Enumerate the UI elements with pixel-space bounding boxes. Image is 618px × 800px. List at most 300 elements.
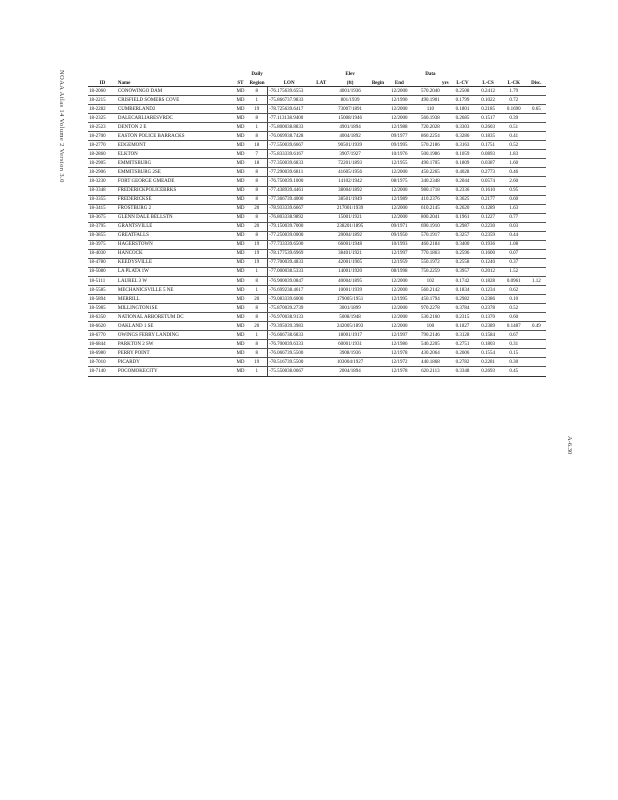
header-id: ID xyxy=(88,77,117,87)
cell-lcv: 0.2558 xyxy=(450,258,476,267)
document-side-title xyxy=(53,70,65,220)
cell-id: 18-7010 xyxy=(88,358,117,367)
cell-yrs: 550.1972 xyxy=(411,258,450,267)
cell-elev: 38501/1949 xyxy=(332,195,368,204)
cell-disc xyxy=(527,349,546,358)
cell-lon: -76.699238.4617 xyxy=(268,286,311,295)
cell-st: MD xyxy=(235,141,247,150)
table-row xyxy=(88,276,546,285)
table-row xyxy=(88,240,546,249)
cell-id: 18-3675 xyxy=(88,213,117,222)
cell-elev: 801/1939 xyxy=(332,96,368,105)
cell-end: 12/2000 xyxy=(388,276,412,285)
cell-lcv: 0.3348 xyxy=(450,367,476,376)
cell-elev: 18001/1917 xyxy=(332,331,368,340)
cell-lck: 0.37 xyxy=(501,258,527,267)
cell-st: MD xyxy=(235,177,247,186)
cell-yrs: 720.2028 xyxy=(411,123,450,132)
cell-lon: -78.177539.6969 xyxy=(268,249,311,258)
cell-lon: -75.833339.6167 xyxy=(268,150,311,159)
cell-disc: 0.49 xyxy=(527,322,546,331)
cell-lon: -76.700039.6333 xyxy=(268,340,311,349)
cell-yrs: 800.2041 xyxy=(411,213,450,222)
cell-region: 8 xyxy=(246,132,267,141)
table-row xyxy=(88,286,546,295)
cell-st: MD xyxy=(235,349,247,358)
cell-region: 8 xyxy=(246,177,267,186)
cell-yrs: 610.2145 xyxy=(411,204,450,213)
cell-lck: 0.1690 xyxy=(501,105,527,114)
cell-lat xyxy=(311,213,332,222)
cell-name: FORT GEORGE GMEADE xyxy=(117,177,235,186)
cell-lat xyxy=(311,249,332,258)
cell-lck: 0.31 xyxy=(501,340,527,349)
cell-lck: 1.79 xyxy=(501,87,527,96)
cell-yrs: 560.2142 xyxy=(411,286,450,295)
cell-st: MD xyxy=(235,204,247,213)
cell-disc xyxy=(527,204,546,213)
cell-begin xyxy=(368,141,387,150)
cell-name: PICARDY xyxy=(117,358,235,367)
cell-yrs: 790.2146 xyxy=(411,331,450,340)
cell-st: MD xyxy=(235,168,247,177)
cell-lcs: 0.2012 xyxy=(475,267,501,276)
cell-name: OAKLAND 1 SE xyxy=(117,322,235,331)
cell-begin xyxy=(368,367,387,376)
page-number-text: A-6.30 xyxy=(566,436,573,455)
cell-yrs: 460.2184 xyxy=(411,240,450,249)
table-row xyxy=(88,195,546,204)
cell-name: EMMITSBURG xyxy=(117,159,235,168)
cell-end: 12/2000 xyxy=(388,105,412,114)
cell-lcs: 0.1289 xyxy=(475,204,501,213)
cell-lat xyxy=(311,159,332,168)
cell-lon: -77.733339.6500 xyxy=(268,240,311,249)
cell-end: 12/1988 xyxy=(388,123,412,132)
cell-lcv: 0.3784 xyxy=(450,304,476,313)
cell-begin xyxy=(368,87,387,96)
cell-st: MD xyxy=(235,114,247,123)
cell-yrs: 490.1705 xyxy=(411,159,450,168)
cell-end: 12/1955 xyxy=(388,159,412,168)
header-disc: Disc. xyxy=(527,77,546,87)
cell-lcs: 0.1828 xyxy=(475,276,501,285)
cell-st: MD xyxy=(235,150,247,159)
cell-id: 18-5080 xyxy=(88,267,117,276)
cell-lat xyxy=(311,186,332,195)
cell-end: 12/1989 xyxy=(388,195,412,204)
cell-yrs: 110 xyxy=(411,105,450,114)
cell-end: 12/1995 xyxy=(388,295,412,304)
cell-name: MECHANICSVILLE 5 NE xyxy=(117,286,235,295)
cell-disc xyxy=(527,87,546,96)
cell-id: 18-2770 xyxy=(88,141,117,150)
cell-region: 19 xyxy=(246,358,267,367)
cell-lcs: 0.1517 xyxy=(475,114,501,123)
cell-lcs: 0.2378 xyxy=(475,304,501,313)
cell-begin xyxy=(368,313,387,322)
cell-region: 8 xyxy=(246,195,267,204)
table-row xyxy=(88,267,546,276)
cell-lon: -75.866737.9833 xyxy=(268,96,311,105)
cell-begin xyxy=(368,340,387,349)
cell-elev: 20004/1892 xyxy=(332,231,368,240)
cell-id: 18-2282 xyxy=(88,105,117,114)
cell-lat xyxy=(311,150,332,159)
header-yrs: yrs xyxy=(411,77,450,87)
cell-yrs: 340.2348 xyxy=(411,177,450,186)
cell-st: MD xyxy=(235,213,247,222)
header-end: End xyxy=(388,77,412,87)
table-row xyxy=(88,141,546,150)
cell-disc xyxy=(527,231,546,240)
cell-lon: -75.550038.0667 xyxy=(268,367,311,376)
cell-begin xyxy=(368,276,387,285)
cell-st: MD xyxy=(235,322,247,331)
cell-lck: 1.60 xyxy=(501,159,527,168)
table-row xyxy=(88,105,546,114)
cell-begin xyxy=(368,358,387,367)
table-row xyxy=(88,87,546,96)
cell-lck: 0.0961 xyxy=(501,276,527,285)
cell-lon: -76.175639.6553 xyxy=(268,87,311,96)
cell-yrs: 100 xyxy=(411,322,450,331)
cell-yrs: 980.1718 xyxy=(411,186,450,195)
cell-disc xyxy=(527,168,546,177)
cell-lcv: 0.3303 xyxy=(450,123,476,132)
cell-lat xyxy=(311,231,332,240)
cell-lcs: 0.2693 xyxy=(475,367,501,376)
header-lcv: L-CV xyxy=(450,77,476,87)
cell-name: EMMITSBURG 2SE xyxy=(117,168,235,177)
cell-lcs: 0.1803 xyxy=(475,340,501,349)
cell-elev: 4001/1936 xyxy=(332,87,368,96)
table-row xyxy=(88,313,546,322)
cell-lcs: 0.1835 xyxy=(475,132,501,141)
cell-region: 8 xyxy=(246,114,267,123)
cell-lcv: 0.1827 xyxy=(450,322,476,331)
table-row xyxy=(88,322,546,331)
cell-begin xyxy=(368,150,387,159)
cell-name: LAUREL 3 W xyxy=(117,276,235,285)
cell-end: 12/2000 xyxy=(388,168,412,177)
cell-elev: 242005/1893 xyxy=(332,322,368,331)
table-row xyxy=(88,132,546,141)
cell-yrs: 102 xyxy=(411,276,450,285)
cell-id: 18-6770 xyxy=(88,331,117,340)
cell-lcs: 0.0893 xyxy=(475,150,501,159)
table-body xyxy=(88,87,546,377)
cell-st: MD xyxy=(235,96,247,105)
cell-yrs: 970.2278 xyxy=(411,304,450,313)
cell-name: GRANTSVILLE xyxy=(117,222,235,231)
cell-begin xyxy=(368,168,387,177)
cell-lat xyxy=(311,105,332,114)
table-row xyxy=(88,349,546,358)
cell-name: PARKTON 2 SW xyxy=(117,340,235,349)
cell-elev: 238201/1895 xyxy=(332,222,368,231)
cell-lck: 1.08 xyxy=(501,240,527,249)
cell-region: 1 xyxy=(246,286,267,295)
cell-lcs: 0.1227 xyxy=(475,213,501,222)
cell-yrs: 500.1986 xyxy=(411,150,450,159)
cell-lcs: 0.2386 xyxy=(475,295,501,304)
cell-disc xyxy=(527,132,546,141)
cell-region: 20 xyxy=(246,204,267,213)
cell-lck: 1.52 xyxy=(501,267,527,276)
cell-lcv: 0.1059 xyxy=(450,150,476,159)
cell-disc xyxy=(527,186,546,195)
cell-id: 18-3855 xyxy=(88,231,117,240)
header-lcs: L-CS xyxy=(475,77,501,87)
cell-lck: 0.39 xyxy=(501,114,527,123)
cell-id: 18-3230 xyxy=(88,177,117,186)
cell-end: 12/1997 xyxy=(388,249,412,258)
cell-st: MD xyxy=(235,258,247,267)
cell-lon: -76.750039.1000 xyxy=(268,177,311,186)
cell-disc xyxy=(527,96,546,105)
station-table xyxy=(88,68,546,377)
cell-region: 8 xyxy=(246,231,267,240)
cell-elev: 73007/1891 xyxy=(332,105,368,114)
cell-begin xyxy=(368,96,387,105)
cell-lat xyxy=(311,96,332,105)
cell-id: 18-3975 xyxy=(88,240,117,249)
cell-lcs: 0.1234 xyxy=(475,286,501,295)
cell-disc xyxy=(527,213,546,222)
cell-region: 8 xyxy=(246,313,267,322)
cell-lck: 0.51 xyxy=(501,123,527,132)
cell-lat xyxy=(311,304,332,313)
cell-id: 18-5985 xyxy=(88,304,117,313)
cell-name: EASTON POLICE BARRACKS xyxy=(117,132,235,141)
cell-st: MD xyxy=(235,240,247,249)
cell-elev: 3908/1936 xyxy=(332,349,368,358)
cell-yrs: 570.1917 xyxy=(411,231,450,240)
cell-end: 12/2000 xyxy=(388,186,412,195)
cell-disc xyxy=(527,177,546,186)
cell-end: 09/1995 xyxy=(388,141,412,150)
cell-region: 7 xyxy=(246,150,267,159)
cell-lck: 1.63 xyxy=(501,204,527,213)
cell-begin xyxy=(368,331,387,340)
cell-lcv: 0.3128 xyxy=(450,331,476,340)
header-daily: Daily xyxy=(251,72,263,77)
cell-elev: 179005/1951 xyxy=(332,295,368,304)
cell-end: 08/1998 xyxy=(388,267,412,276)
cell-region: 8 xyxy=(246,304,267,313)
cell-end: 12/1986 xyxy=(388,340,412,349)
cell-region: 19 xyxy=(246,240,267,249)
cell-lcs: 0.2185 xyxy=(475,105,501,114)
cell-region: 1 xyxy=(246,123,267,132)
cell-elev: 41605/1956 xyxy=(332,168,368,177)
cell-begin xyxy=(368,249,387,258)
cell-disc xyxy=(527,159,546,168)
cell-begin xyxy=(368,231,387,240)
cell-name: FREDERICKSE xyxy=(117,195,235,204)
cell-end: 12/2000 xyxy=(388,204,412,213)
cell-begin xyxy=(368,304,387,313)
header-row-top xyxy=(88,68,546,77)
cell-st: MD xyxy=(235,313,247,322)
cell-lcv: 0.2782 xyxy=(450,358,476,367)
cell-lck: 1.83 xyxy=(501,150,527,159)
cell-name: CRISFIELD SOMERS COVE xyxy=(117,96,235,105)
cell-name: HANCOCK xyxy=(117,249,235,258)
cell-end: 09/1950 xyxy=(388,231,412,240)
cell-elev: 4901/1894 xyxy=(332,123,368,132)
cell-lcs: 0.2281 xyxy=(475,358,501,367)
cell-lcv: 0.2336 xyxy=(450,186,476,195)
cell-lcs: 0.2389 xyxy=(475,322,501,331)
cell-name: CONOWINGO DAM xyxy=(117,87,235,96)
cell-region: 8 xyxy=(246,168,267,177)
cell-disc xyxy=(527,358,546,367)
cell-region: 8 xyxy=(246,186,267,195)
cell-end: 12/2000 xyxy=(388,213,412,222)
cell-elev: 3001/1899 xyxy=(332,304,368,313)
cell-disc: 1.12 xyxy=(527,276,546,285)
cell-region: 8 xyxy=(246,213,267,222)
cell-lcv: 0.2508 xyxy=(450,87,476,96)
cell-lcv: 0.2596 xyxy=(450,249,476,258)
cell-end: 12/1978 xyxy=(388,349,412,358)
cell-end: 12/1972 xyxy=(388,358,412,367)
cell-lcv: 0.3957 xyxy=(450,267,476,276)
table-row xyxy=(88,304,546,313)
table-row xyxy=(88,177,546,186)
cell-lat xyxy=(311,87,332,96)
cell-name: GLENN DALE BELLSTN xyxy=(117,213,235,222)
cell-lat xyxy=(311,141,332,150)
cell-begin xyxy=(368,267,387,276)
cell-disc xyxy=(527,286,546,295)
cell-id: 18-6980 xyxy=(88,349,117,358)
cell-id: 18-3415 xyxy=(88,204,117,213)
cell-st: MD xyxy=(235,367,247,376)
cell-yrs: 570.2040 xyxy=(411,87,450,96)
cell-id: 18-5585 xyxy=(88,286,117,295)
page-number xyxy=(563,436,573,476)
cell-lck: 0.60 xyxy=(501,313,527,322)
cell-elev: 10001/1939 xyxy=(332,286,368,295)
cell-region: 1 xyxy=(246,331,267,340)
cell-id: 18-3795 xyxy=(88,222,117,231)
cell-begin xyxy=(368,204,387,213)
cell-lcs: 0.1751 xyxy=(475,141,501,150)
cell-region: 1 xyxy=(246,367,267,376)
header-region: Region xyxy=(246,77,267,87)
cell-lon: -79.083339.6000 xyxy=(268,295,311,304)
cell-lcv: 0.2685 xyxy=(450,114,476,123)
cell-elev: 4004/1892 xyxy=(332,132,368,141)
side-title-text: NOAA Atlas 14 Volume 2 Version 3.0 xyxy=(58,70,65,183)
cell-name: CUMBERLAND2 xyxy=(117,105,235,114)
cell-lon: -76.069938.7428 xyxy=(268,132,311,141)
cell-st: MD xyxy=(235,358,247,367)
cell-lon: -76.803338.9892 xyxy=(268,213,311,222)
cell-lon: -77.290039.6811 xyxy=(268,168,311,177)
cell-disc xyxy=(527,240,546,249)
cell-lcv: 0.2987 xyxy=(450,222,476,231)
cell-lon: -78.725639.6417 xyxy=(268,105,311,114)
header-lck: L-CK xyxy=(501,77,527,87)
cell-lck: 0.44 xyxy=(501,231,527,240)
cell-lat xyxy=(311,258,332,267)
cell-yrs: 450.1794 xyxy=(411,295,450,304)
cell-st: MD xyxy=(235,286,247,295)
cell-elev: 103004/1927 xyxy=(332,358,368,367)
cell-lon: -76.066739.5500 xyxy=(268,349,311,358)
cell-disc xyxy=(527,222,546,231)
cell-id: 18-2060 xyxy=(88,87,117,96)
cell-st: MD xyxy=(235,105,247,114)
cell-elev: 15001/1921 xyxy=(332,213,368,222)
cell-yrs: 570.2186 xyxy=(411,141,450,150)
cell-disc xyxy=(527,304,546,313)
cell-name: PERRY POINT xyxy=(117,349,235,358)
cell-begin xyxy=(368,322,387,331)
cell-lat xyxy=(311,240,332,249)
cell-lon: -75.870039.2739 xyxy=(268,304,311,313)
table-row xyxy=(88,213,546,222)
cell-lon: -77.000038.5333 xyxy=(268,267,311,276)
cell-yrs: 620.2113 xyxy=(411,367,450,376)
cell-lcs: 0.1600 xyxy=(475,249,501,258)
cell-lat xyxy=(311,367,332,376)
table-row xyxy=(88,222,546,231)
cell-name: KEEDYSVILLE xyxy=(117,258,235,267)
table-row xyxy=(88,340,546,349)
cell-disc xyxy=(527,249,546,258)
cell-end: 10/1993 xyxy=(388,240,412,249)
table-row xyxy=(88,150,546,159)
cell-region: 8 xyxy=(246,87,267,96)
cell-region: 20 xyxy=(246,322,267,331)
cell-disc xyxy=(527,258,546,267)
table-row xyxy=(88,258,546,267)
cell-name: FROSTBURG 2 xyxy=(117,204,235,213)
cell-yrs: 440.1868 xyxy=(411,358,450,367)
cell-lcv: 0.3257 xyxy=(450,231,476,240)
cell-begin xyxy=(368,123,387,132)
cell-name: MILLINGTON1SE xyxy=(117,304,235,313)
cell-begin xyxy=(368,186,387,195)
cell-lck: 0.10 xyxy=(501,295,527,304)
cell-lck: 0.45 xyxy=(501,367,527,376)
cell-end: 09/1977 xyxy=(388,132,412,141)
cell-id: 18-4030 xyxy=(88,249,117,258)
cell-lcs: 0.2603 xyxy=(475,123,501,132)
cell-lck: 0.77 xyxy=(501,213,527,222)
cell-lon: -77.438939.4461 xyxy=(268,186,311,195)
cell-id: 18-2700 xyxy=(88,132,117,141)
cell-lcs: 0.2177 xyxy=(475,195,501,204)
cell-disc xyxy=(527,313,546,322)
cell-lck: 0.1487 xyxy=(501,322,527,331)
header-elev: Elev xyxy=(345,72,355,77)
cell-id: 18-6350 xyxy=(88,313,117,322)
cell-lat xyxy=(311,168,332,177)
cell-lon: -76.970038.9133 xyxy=(268,313,311,322)
cell-yrs: 690.1910 xyxy=(411,222,450,231)
cell-region: 19 xyxy=(246,105,267,114)
cell-id: 18-2215 xyxy=(88,96,117,105)
cell-lck: 0.52 xyxy=(501,304,527,313)
cell-elev: 217001/1939 xyxy=(332,204,368,213)
cell-lat xyxy=(311,276,332,285)
